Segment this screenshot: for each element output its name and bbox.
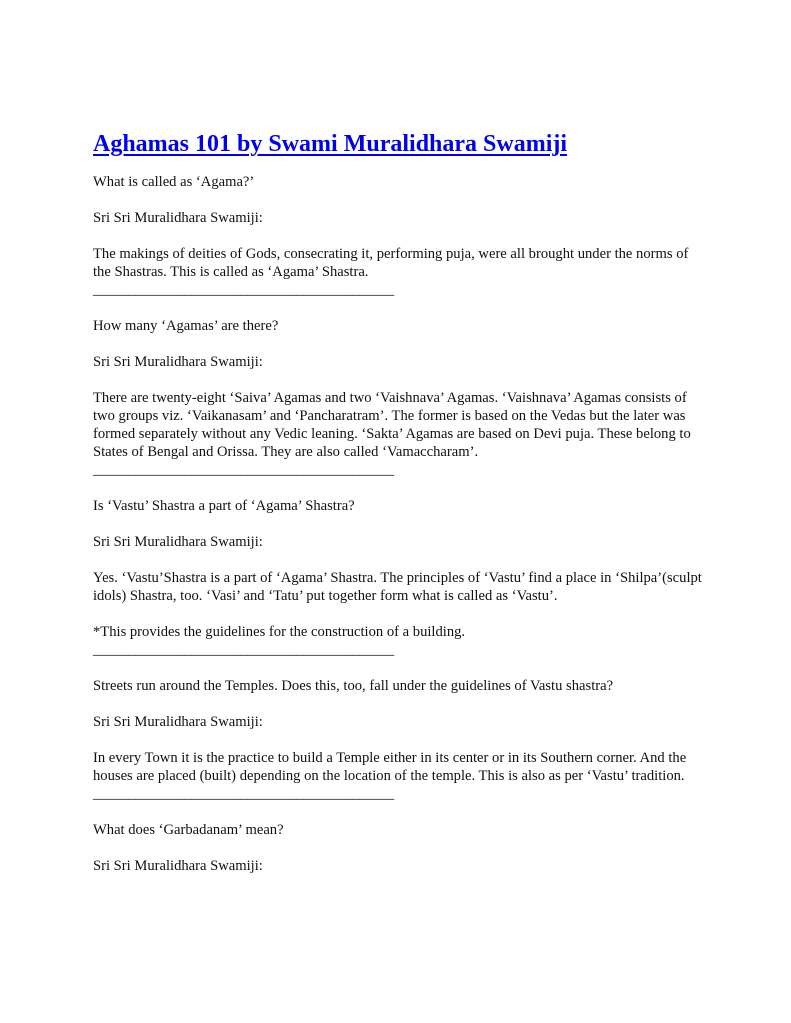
separator-line: ___________________________________________ xyxy=(93,786,394,802)
answer-paragraph: In every Town it is the practice to build a Temple either in its center or in its Southern corner. And the houses are placed (built) depending on the location of the temple. This is also as per ‘Vastu’ tradition. xyxy=(93,750,687,784)
question-text: What is called as ‘Agama?’ xyxy=(93,174,255,190)
answer-note: *This provides the guidelines for the construction of a building. xyxy=(93,624,466,640)
separator-line: ___________________________________________ xyxy=(93,642,394,658)
question-text: What does ‘Garbadanam’ mean? xyxy=(93,822,284,838)
document-page xyxy=(93,128,703,893)
speaker-label: Sri Sri Muralidhara Swamiji: xyxy=(93,210,263,226)
document-title-link[interactable]: Aghamas 101 by Swami Muralidhara Swamiji xyxy=(93,131,568,157)
question-text: Is ‘Vastu’ Shastra a part of ‘Agama’ Shastra? xyxy=(93,498,355,514)
answer-paragraph: There are twenty-eight ‘Saiva’ Agamas and two ‘Vaishnava’ Agamas. ‘Vaishnava’ Agamas consists of two groups viz. ‘Vaikanasam’ and ‘Pancharatram’. The former is based on the Vedas but the later was formed separately without any Vedic leaning. ‘Sakta’ Agamas are based on Devi puja. These belong to States of Bengal and Orissa. They are also called ‘Vamaccharam’. xyxy=(93,390,691,460)
separator-line: ___________________________________________ xyxy=(93,282,394,298)
speaker-label: Sri Sri Muralidhara Swamiji: xyxy=(93,858,263,874)
speaker-label: Sri Sri Muralidhara Swamiji: xyxy=(93,354,263,370)
speaker-label: Sri Sri Muralidhara Swamiji: xyxy=(93,714,263,730)
separator-line: ___________________________________________ xyxy=(93,462,394,478)
speaker-label: Sri Sri Muralidhara Swamiji: xyxy=(93,534,263,550)
question-text: Streets run around the Temples. Does this, too, fall under the guidelines of Vastu shastra? xyxy=(93,678,614,694)
answer-paragraph: Yes. ‘Vastu’Shastra is a part of ‘Agama’ Shastra. The principles of ‘Vastu’ find a place in ‘Shilpa’(sculpt idols) Shastra, too. ‘Vasi’ and ‘Tatu’ put together form what is called as ‘Vastu’. xyxy=(93,570,702,604)
question-text: How many ‘Agamas’ are there? xyxy=(93,318,279,334)
answer-paragraph: The makings of deities of Gods, consecrating it, performing puja, were all brought under the norms of the Shastras. This is called as ‘Agama’ Shastra. xyxy=(93,246,689,280)
